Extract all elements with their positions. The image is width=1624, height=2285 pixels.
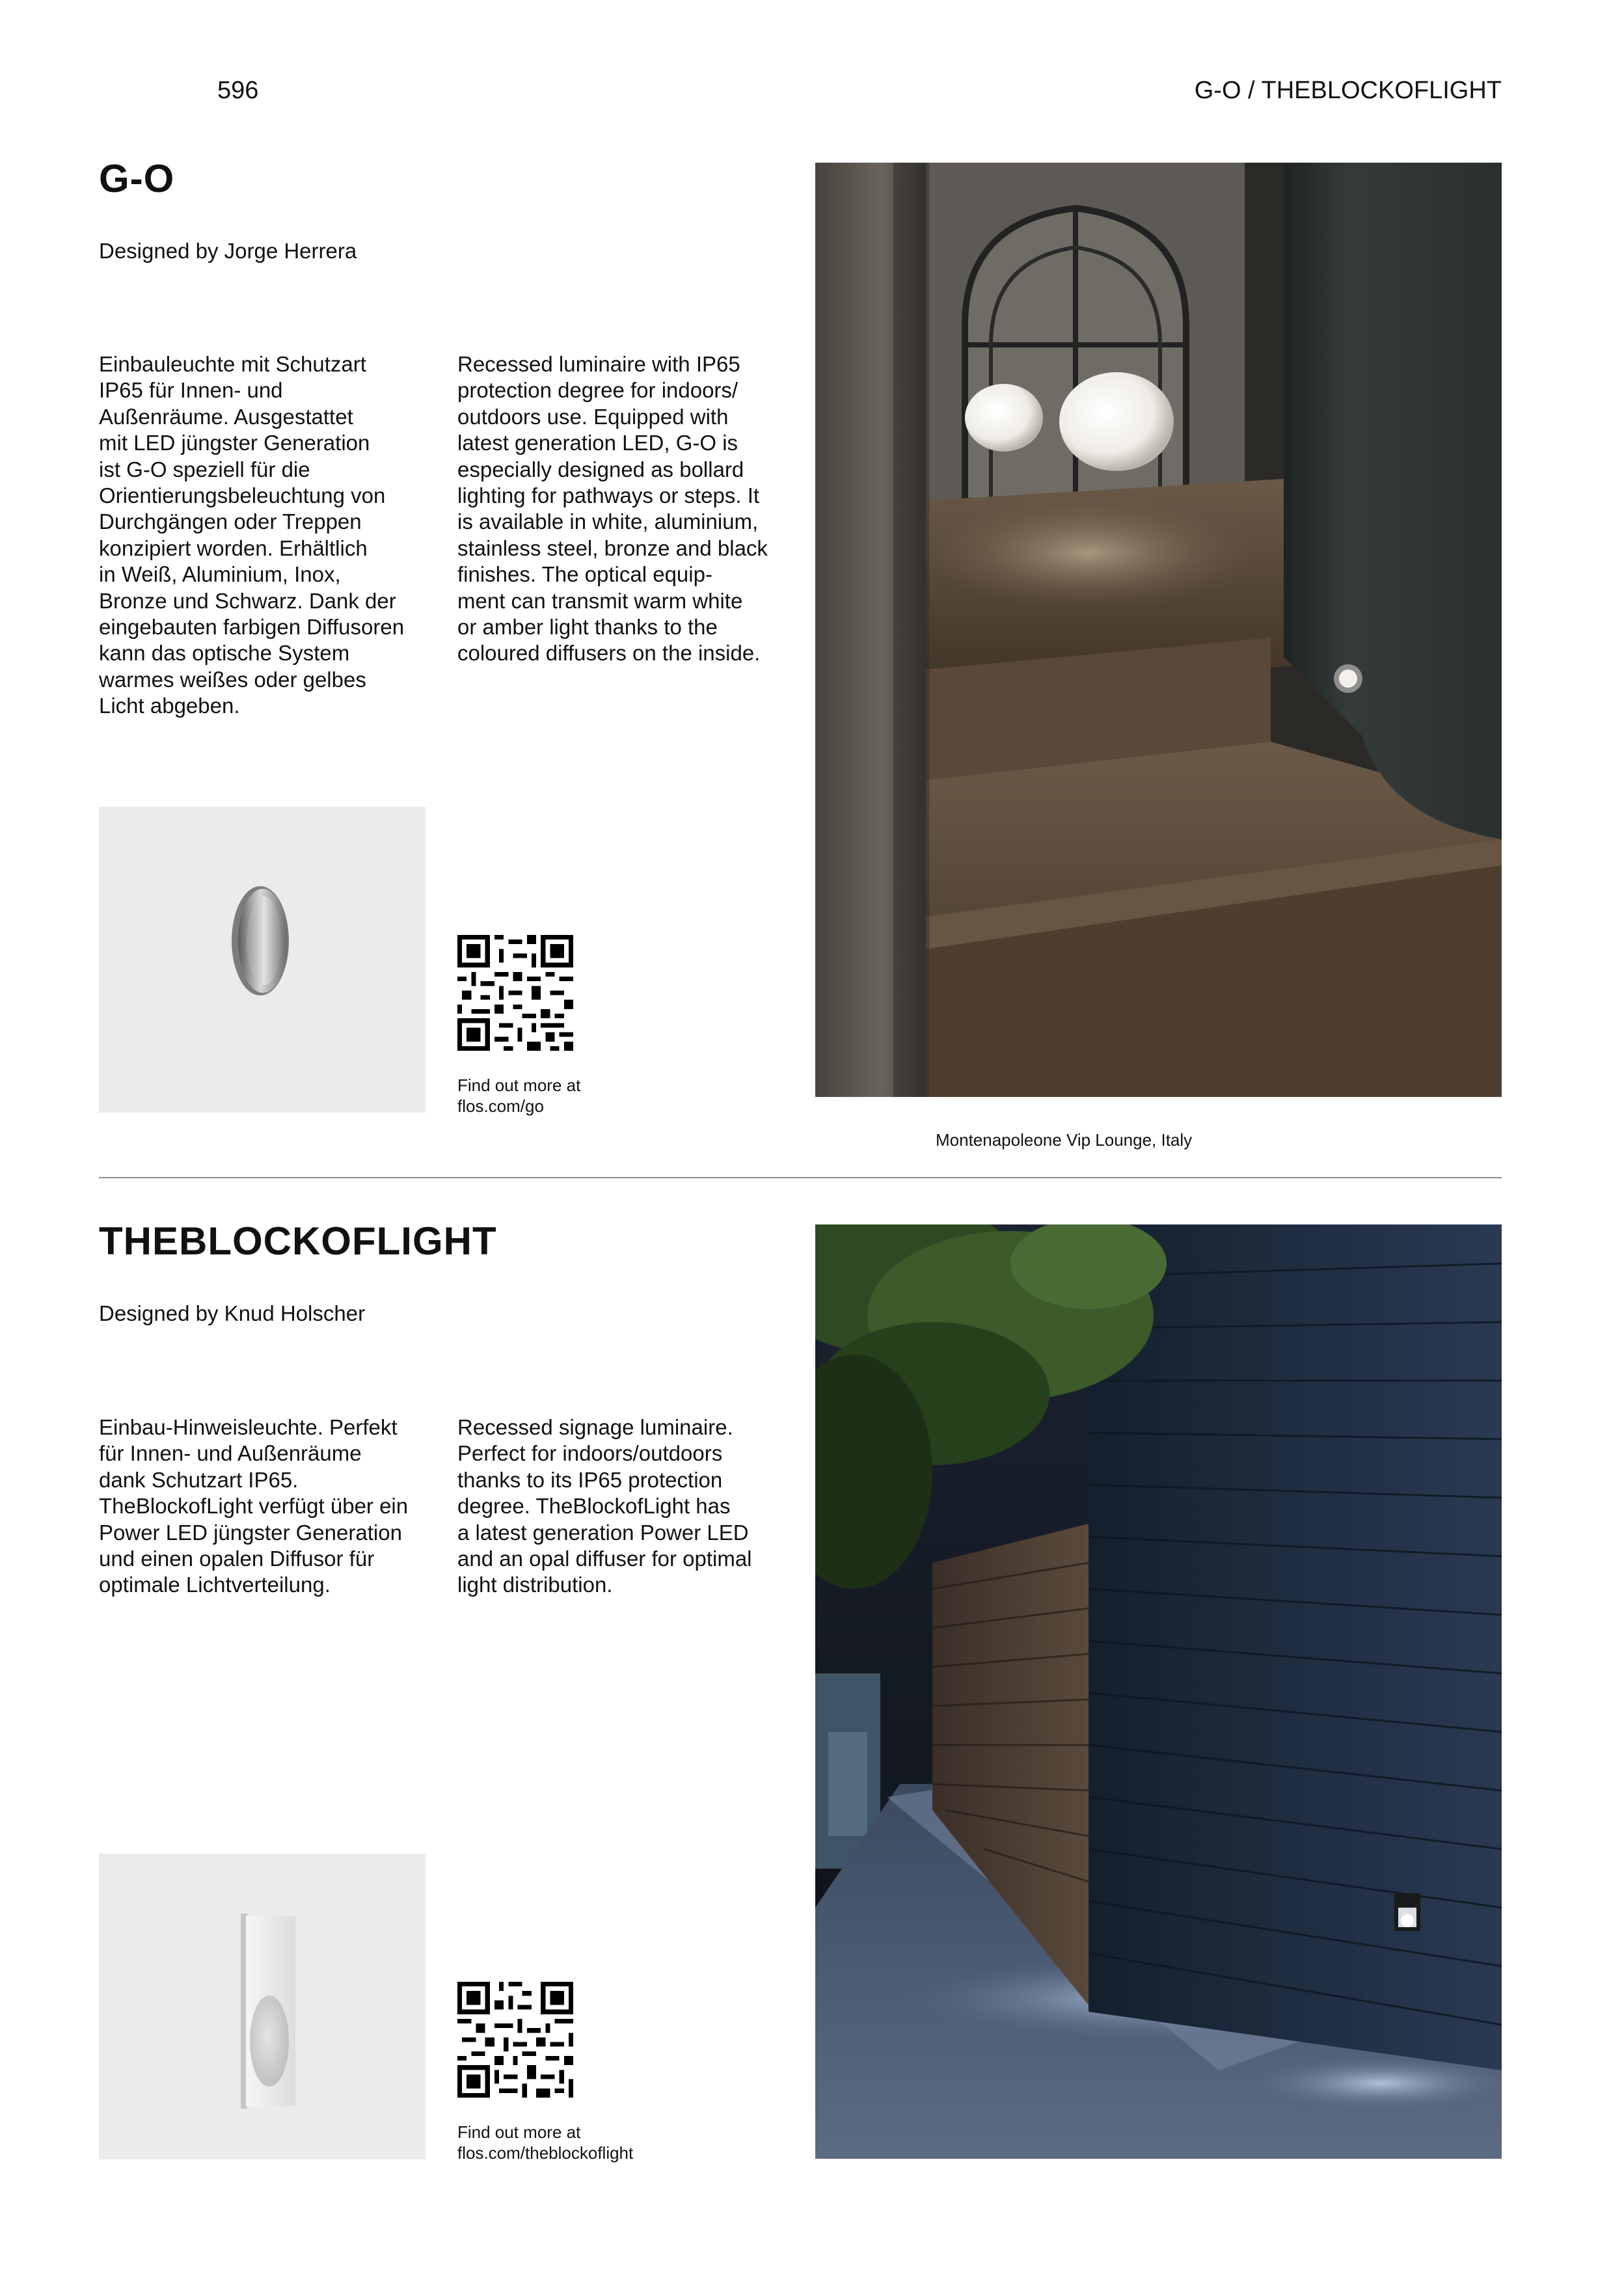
project-photo-staircase (815, 163, 1502, 1097)
section-divider (99, 1177, 1502, 1178)
photo-caption: Montenapoleone Vip Lounge, Italy (936, 1130, 1193, 1150)
product-title: THEBLOCKOFLIGHT (99, 1219, 497, 1263)
staircase-photo-illustration (815, 163, 1502, 1097)
find-out-more-link[interactable]: Find out more at flos.com/theblockoflight (457, 2122, 634, 2163)
description-english: Recessed luminaire with IP65 protection degree for indoors/ outdoors use. Equipped with latest generation LED, G-O is especially designed as bollard lighting for pathways or steps. It is available in white, aluminium, stainless steel, bronze and black finishes. The optical equip- ment can transmit warm white or amber light thanks to the coloured diffusers on the inside. (457, 352, 768, 666)
description-english: Recessed signage luminaire. Perfect for indoors/outdoors thanks to its IP65 protection degree. TheBlockofLight has a latest generation Power LED and an opal diffuser for optimal light distribution. (457, 1415, 752, 1597)
running-title: G-O / THEBLOCKOFLIGHT (1194, 77, 1502, 104)
description-german: Einbauleuchte mit Schutzart IP65 für Innen- und Außenräume. Ausgestattet mit LED jüngster Generation ist G-O speziell für die Orientierungsbeleuchtung von Durchgängen oder Treppen konzipiert worden. Erhältlich in Weiß, Aluminium, Inox, Bronze und Schwarz. Dank der eingebauten farbigen Diffusoren kann das optische System warmes weißes oder gelbes Licht abgeben. (99, 352, 405, 718)
pathway-photo-illustration (815, 1224, 1502, 2159)
product-title: G-O (99, 157, 175, 200)
project-photo-pathway (815, 1224, 1502, 2159)
product-thumbnail (99, 1854, 426, 2159)
qr-code[interactable] (457, 935, 573, 1051)
designer-credit: Designed by Knud Holscher (99, 1301, 366, 1325)
product-thumbnail (99, 807, 426, 1113)
designer-credit: Designed by Jorge Herrera (99, 239, 357, 263)
go-luminaire-illustration (99, 807, 426, 1113)
find-out-more-link[interactable]: Find out more at flos.com/go (457, 1075, 581, 1116)
blockoflight-luminaire-illustration (99, 1854, 426, 2159)
qr-code[interactable] (457, 1982, 573, 2098)
page-number: 596 (217, 77, 259, 104)
description-german: Einbau-Hinweisleuchte. Perfekt für Innen- und Außenräume dank Schutzart IP65. TheBlockofLight verfügt über ein Power LED jüngster Generation und einen opalen Diffusor für optimale Lichtverteilung. (99, 1415, 409, 1597)
